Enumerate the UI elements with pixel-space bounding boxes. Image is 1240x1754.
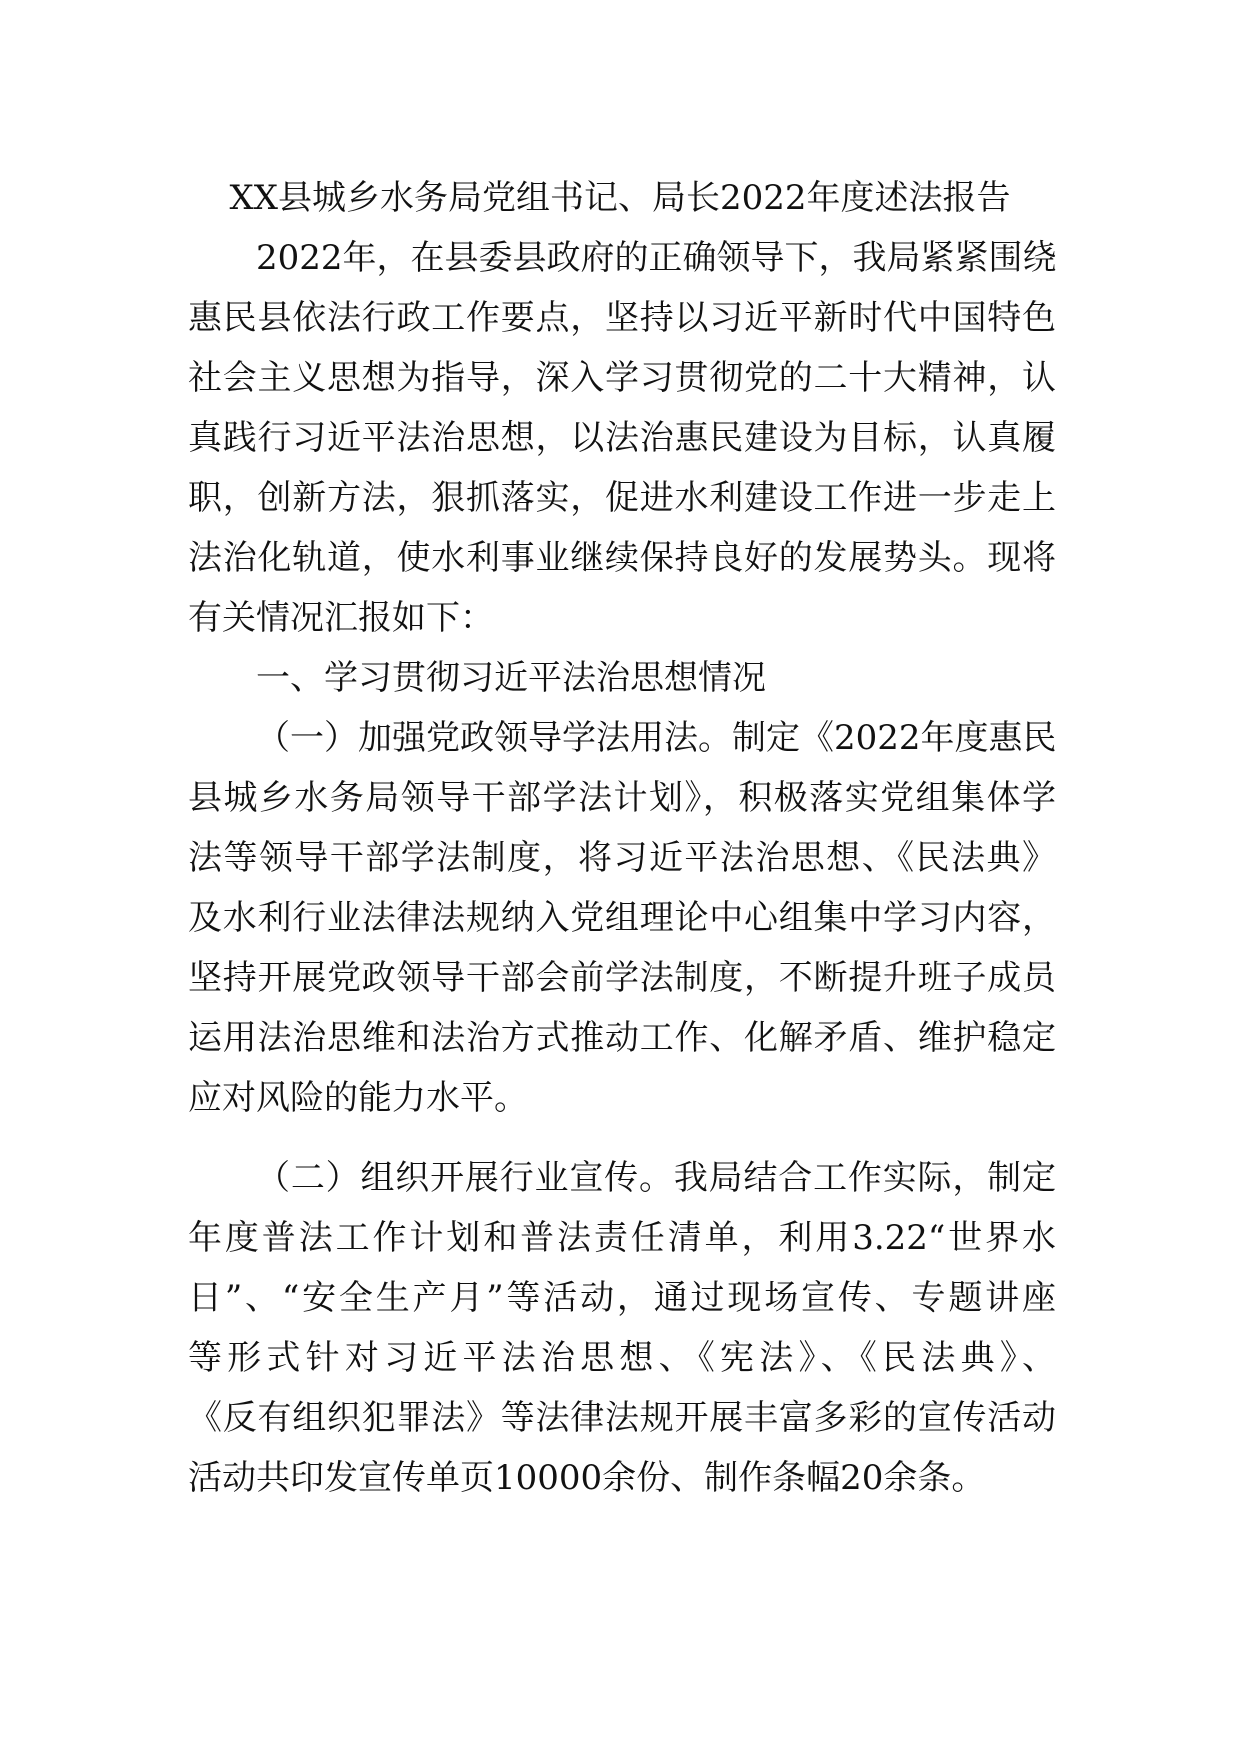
section-heading: 一、学习贯彻习近平法治思想情况 xyxy=(256,658,766,698)
paragraph-line: 有关情况汇报如下： xyxy=(188,598,494,638)
document-title: XX县城乡水务局党组书记、局长2022年度述法报告 xyxy=(229,178,1011,218)
paragraph-line: 及水利行业法律法规纳入党组理论中心组集中学习内容， xyxy=(188,898,1056,938)
paragraph-line: 《反有组织犯罪法》等法律法规开展丰富多彩的宣传活动 xyxy=(188,1398,1056,1438)
paragraph-line: 法治化轨道，使水利事业继续保持良好的发展势头。现将 xyxy=(188,538,1056,578)
paragraph-line: 惠民县依法行政工作要点，坚持以习近平新时代中国特色 xyxy=(188,298,1056,338)
paragraph-line: 社会主义思想为指导，深入学习贯彻党的二十大精神，认 xyxy=(188,358,1056,398)
paragraph-line: 年度普法工作计划和普法责任清单，利用3.22“世界水 xyxy=(188,1218,1056,1258)
paragraph-line: 等形式针对习近平法治思想、《宪法》、《民法典》、 xyxy=(188,1338,1056,1378)
paragraph-line: 2022年，在县委县政府的正确领导下，我局紧紧围绕 xyxy=(256,238,1057,278)
paragraph-line: 日”、“安全生产月”等活动，通过现场宣传、专题讲座 xyxy=(188,1278,1056,1318)
paragraph-line: 职，创新方法，狠抓落实，促进水利建设工作进一步走上 xyxy=(188,478,1056,518)
paragraph-line: 活动共印发宣传单页10000余份、制作条幅20余条。 xyxy=(188,1458,986,1498)
paragraph-line: 坚持开展党政领导干部会前学法制度，不断提升班子成员 xyxy=(188,958,1056,998)
paragraph-line: 法等领导干部学法制度，将习近平法治思想、《民法典》 xyxy=(188,838,1056,878)
paragraph-line: 运用法治思维和法治方式推动工作、化解矛盾、维护稳定 xyxy=(188,1018,1056,1058)
paragraph-line: （一）加强党政领导学法用法。制定《2022年度惠民 xyxy=(256,718,1057,758)
paragraph-line: 应对风险的能力水平。 xyxy=(188,1078,528,1118)
paragraph-line: 县城乡水务局领导干部学法计划》，积极落实党组集体学 xyxy=(188,778,1056,818)
paragraph-line: （二）组织开展行业宣传。我局结合工作实际，制定 xyxy=(256,1158,1056,1198)
paragraph-line: 真践行习近平法治思想，以法治惠民建设为目标，认真履 xyxy=(188,418,1056,458)
